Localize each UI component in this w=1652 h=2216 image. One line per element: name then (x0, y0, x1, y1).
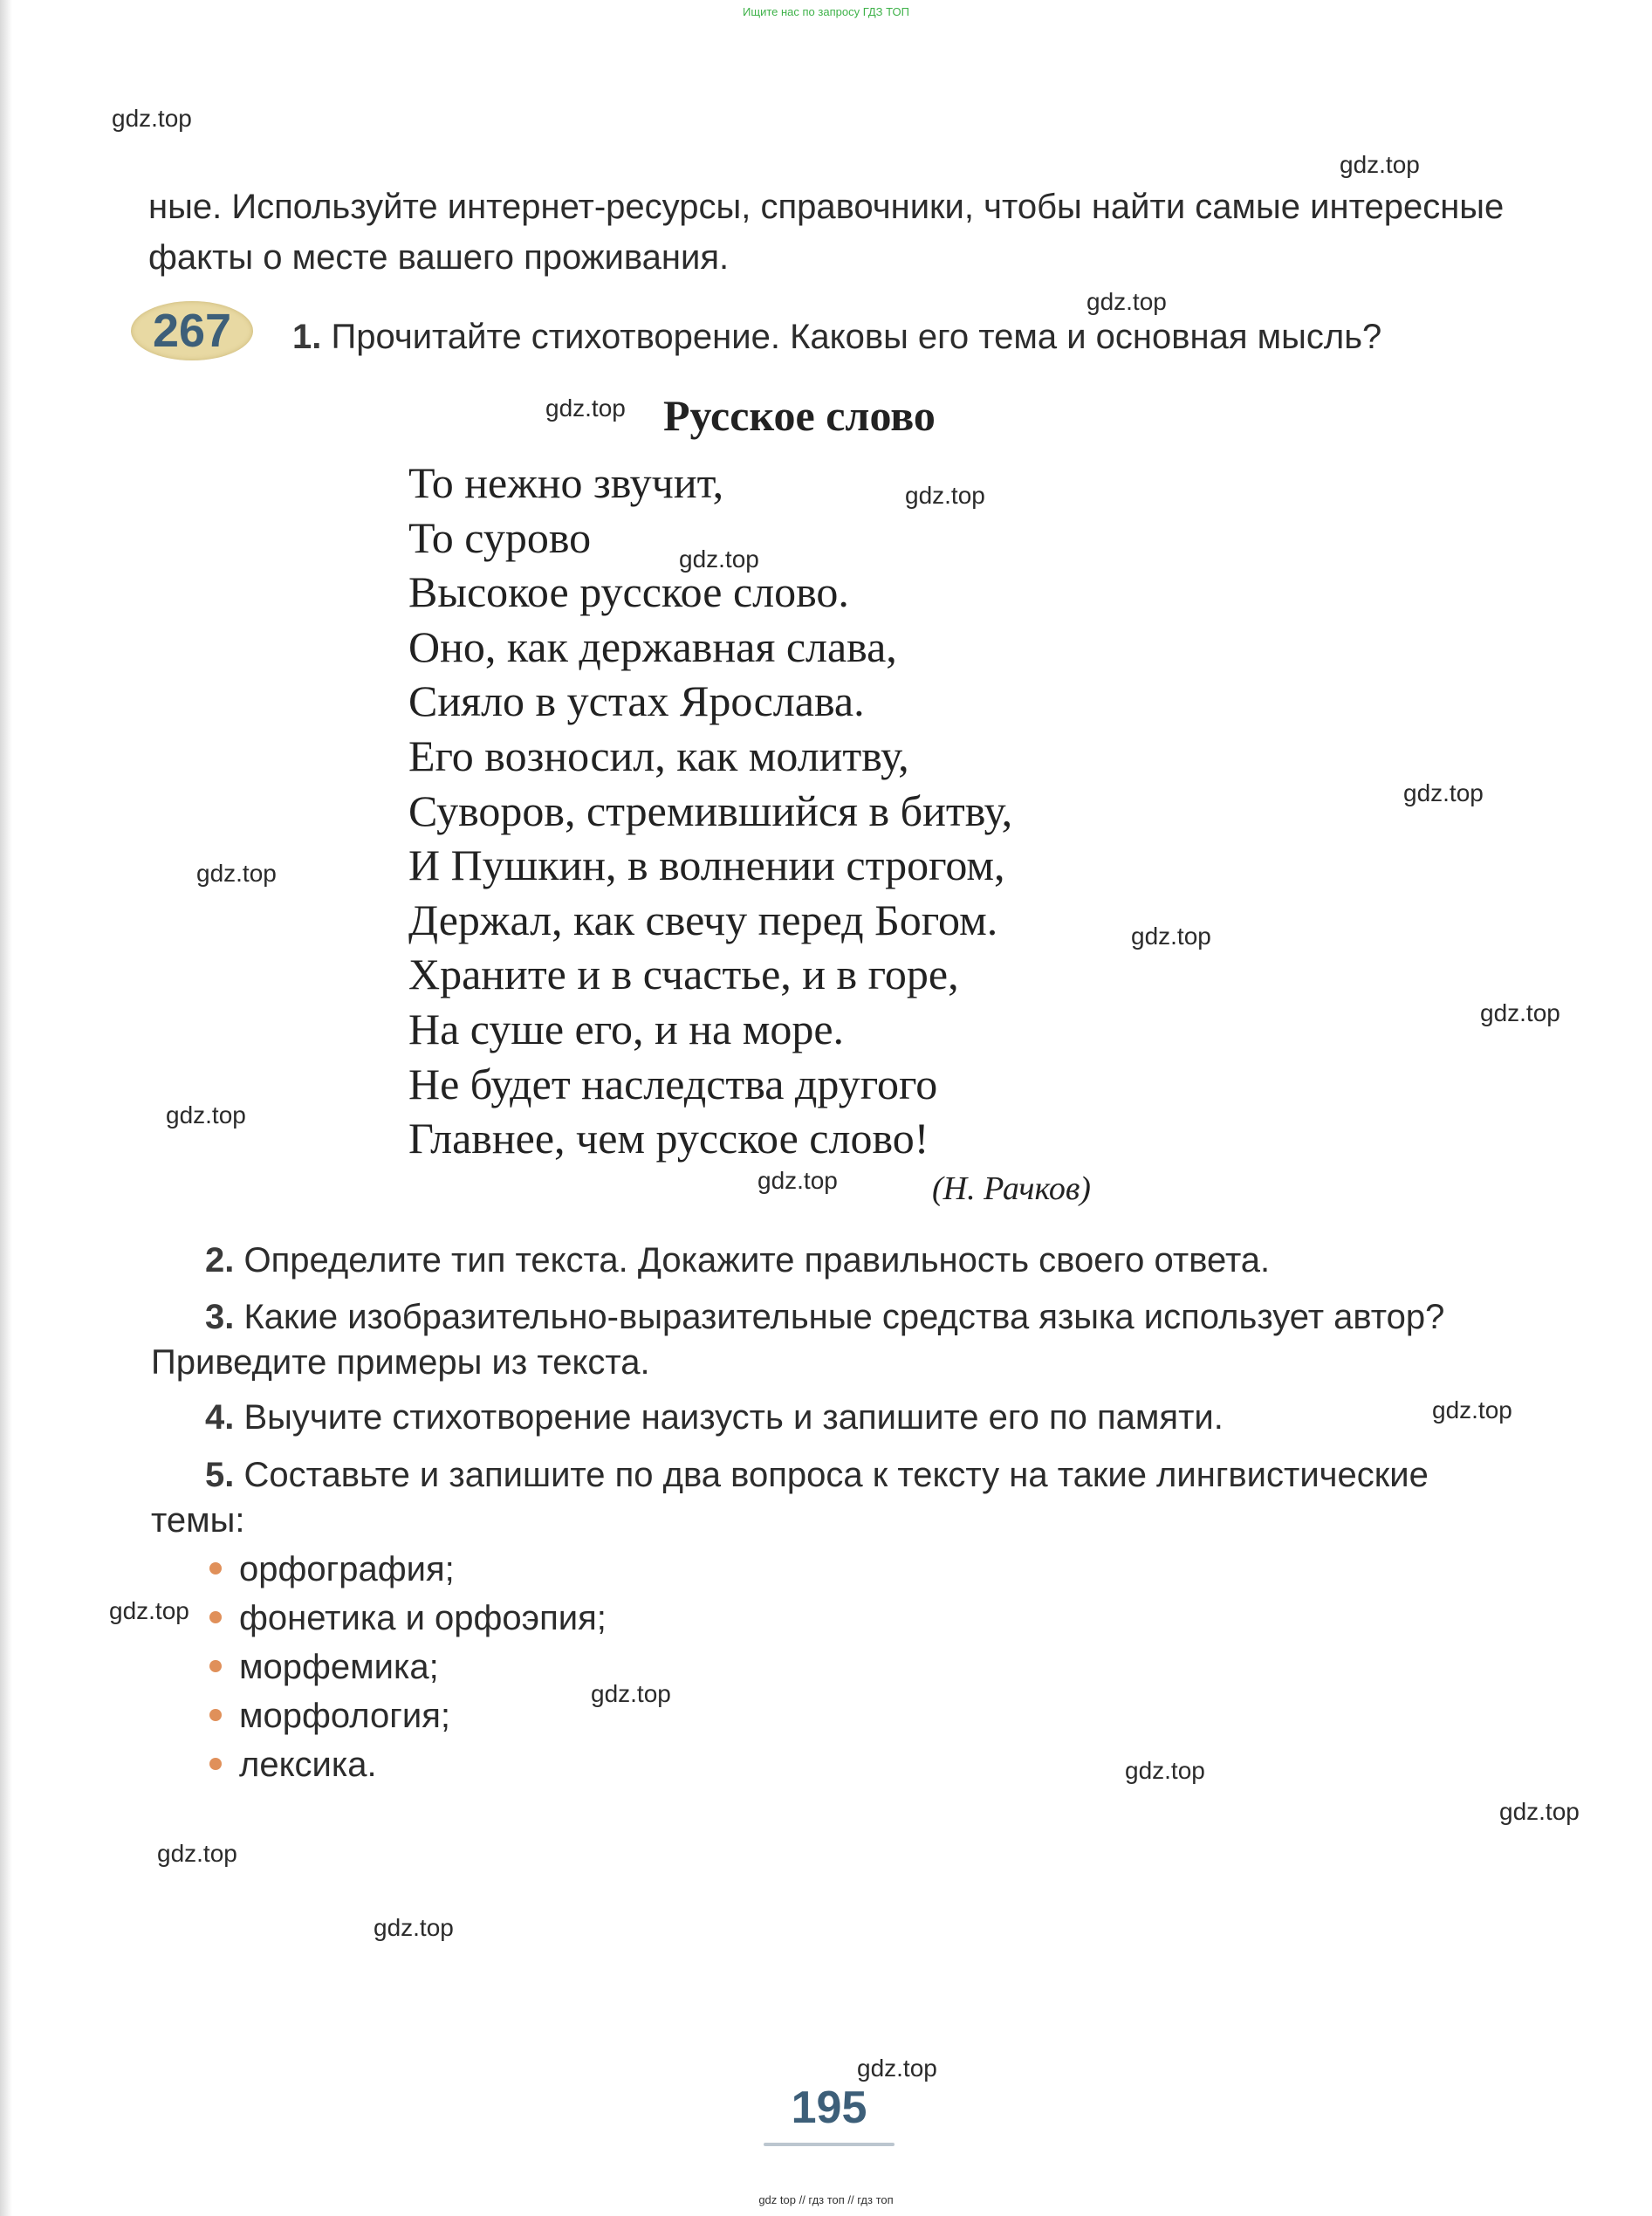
poem-line: Высокое русское слово. (408, 567, 849, 617)
list-item (209, 1594, 607, 1643)
task-3 (151, 1294, 1512, 1385)
poem-line: Суворов, стремившийся в битву, (408, 786, 1013, 835)
topic-text: орфография; (239, 1550, 455, 1588)
watermark: gdz.top (1432, 1396, 1512, 1424)
watermark: gdz.top (109, 1597, 189, 1624)
task-5-number: 5. (205, 1456, 235, 1494)
topic-text: морфология; (239, 1697, 451, 1735)
watermark: gdz.top (1499, 1798, 1580, 1825)
task-5 (151, 1452, 1512, 1543)
watermark: gdz.top (157, 1840, 237, 1867)
exercise-number-badge (131, 301, 253, 360)
page-number-underline (764, 2143, 895, 2146)
task-4-text: Выучите стихотворение наизусть и запишите его по памяти. (243, 1398, 1224, 1437)
bullet-dot-icon (209, 1660, 222, 1672)
list-item (209, 1643, 607, 1691)
poem-title: Русское слово (663, 391, 936, 440)
watermark: gdz.top (1131, 923, 1211, 950)
task-4 (205, 1395, 1514, 1440)
poem-line: Не будет наследства другого (408, 1059, 938, 1108)
poem-author: (Н. Рачков) (932, 1170, 1091, 1207)
task-2-text: Определите тип текста. Докажите правильность своего ответа. (243, 1241, 1271, 1280)
poem-line: То сурово (408, 512, 592, 562)
poem-line: Держал, как свечу перед Богом. (408, 895, 998, 944)
intro-paragraph: ные. Используйте интернет-ресурсы, справочники, чтобы найти самые интересные факты о месте вашего проживания. (148, 188, 1505, 277)
task-2 (205, 1238, 1514, 1283)
task-2-number: 2. (205, 1241, 235, 1280)
topic-text: морфемика; (239, 1648, 439, 1686)
task-1-number: 1. (292, 318, 322, 356)
topic-text: лексика. (239, 1746, 377, 1784)
bullet-dot-icon (209, 1611, 222, 1623)
task-5-text: Составьте и запишите по два вопроса к тексту на такие лингвистические темы: (151, 1456, 1429, 1540)
watermark: gdz.top (1340, 151, 1420, 178)
footer-note: gdz top // гдз топ // гдз топ (758, 2193, 894, 2206)
watermark: gdz.top (857, 2055, 937, 2082)
poem-line: Сияло в устах Ярослава. (408, 676, 865, 726)
poem-line: И Пушкин, в волнении строгом, (408, 840, 1005, 890)
watermark: gdz.top (374, 1914, 454, 1941)
watermark: gdz.top (591, 1680, 671, 1707)
task-3-text: Какие изобразительно-выразительные средства языка использует автор? Приведите примеры из текста. (151, 1298, 1445, 1382)
bullet-dot-icon (209, 1709, 222, 1721)
watermark: gdz.top (112, 105, 192, 132)
header-note: Ищите нас по запросу ГДЗ ТОП (743, 5, 909, 18)
bullet-dot-icon (209, 1562, 222, 1575)
poem-line: Главнее, чем русское слово! (408, 1114, 929, 1163)
page-edge-shadow (0, 0, 12, 2216)
poem-line: Его возносил, как молитву, (408, 731, 909, 780)
poem-line: Храните и в счастье, и в горе, (408, 950, 959, 999)
poem-line: То нежно звучит, (408, 458, 724, 507)
task-4-number: 4. (205, 1398, 235, 1437)
watermark: gdz.top (545, 394, 626, 422)
watermark: gdz.top (757, 1167, 838, 1194)
watermark: gdz.top (905, 482, 985, 509)
watermark: gdz.top (196, 860, 277, 887)
bullet-dot-icon (209, 1758, 222, 1770)
watermark: gdz.top (1125, 1757, 1205, 1784)
topic-list (209, 1545, 607, 1789)
exercise-number: 267 (152, 305, 232, 357)
watermark: gdz.top (679, 545, 759, 573)
task-3-number: 3. (205, 1298, 235, 1336)
page-number: 195 (791, 2082, 867, 2133)
list-item (209, 1545, 607, 1594)
watermark: gdz.top (1086, 288, 1167, 315)
watermark: gdz.top (166, 1101, 246, 1129)
task-1-text: Прочитайте стихотворение. Каковы его тема и основная мысль? (331, 318, 1382, 356)
watermark: gdz.top (1403, 779, 1484, 806)
watermark: gdz.top (1480, 999, 1560, 1026)
poem-line: На суше его, и на море. (408, 1004, 845, 1053)
topic-text: фонетика и орфоэпия; (239, 1599, 607, 1637)
poem-line: Оно, как державная слава, (408, 621, 897, 671)
task-1 (292, 314, 1514, 360)
list-item (209, 1691, 607, 1740)
list-item (209, 1740, 607, 1789)
